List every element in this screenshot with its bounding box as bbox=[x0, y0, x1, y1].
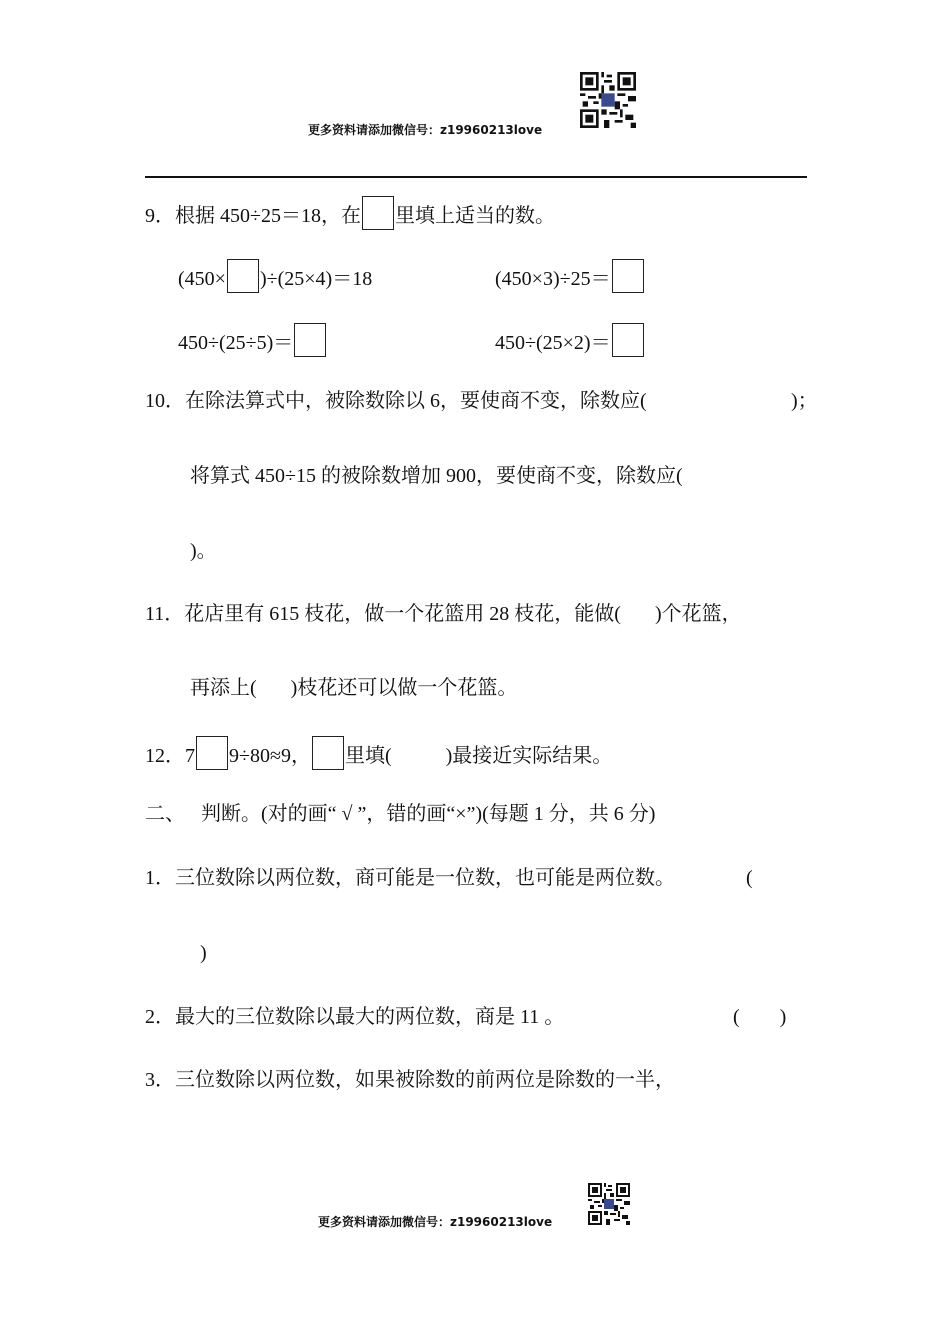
header-divider bbox=[145, 176, 807, 178]
qr-code-icon bbox=[580, 72, 636, 128]
j1-paren-open: ( bbox=[746, 867, 753, 889]
question-10: 10．在除法算式中，被除数除以 6，要使商不变，除数应( bbox=[145, 390, 647, 412]
section-number: 二、 bbox=[145, 803, 185, 825]
footer-qr-code bbox=[588, 1183, 630, 1225]
q10-blank-close: )； bbox=[791, 390, 818, 412]
header-qr-code bbox=[580, 72, 636, 128]
question-number: 3． bbox=[145, 1069, 175, 1091]
question-number: 2． bbox=[145, 1006, 175, 1028]
j1-paren-close: ) bbox=[200, 942, 207, 964]
q10-line-2: 将算式 450÷15 的被除数增加 900，要使商不变，除数应( bbox=[190, 465, 683, 487]
answer-box[interactable] bbox=[612, 259, 644, 293]
question-number: 10． bbox=[145, 390, 185, 412]
answer-box[interactable] bbox=[196, 736, 228, 770]
q9-expression-1: (450× )÷(25×4)＝18 bbox=[178, 259, 372, 293]
answer-box[interactable] bbox=[362, 196, 394, 230]
question-11: 11．花店里有 615 枝花，做一个花篮用 28 枝花，能做( )个花篮， bbox=[145, 603, 742, 625]
question-number: 12． bbox=[145, 745, 185, 767]
answer-box[interactable] bbox=[312, 736, 344, 770]
section-2-heading: 二、 判断。(对的画“ √ ”，错的画“×”)(每题 1 分，共 6 分) bbox=[145, 803, 656, 825]
q10-line-3: )。 bbox=[190, 540, 217, 562]
q11-line-2: 再添上( )枝花还可以做一个花篮。 bbox=[190, 677, 518, 699]
judgement-3: 3．三位数除以两位数，如果被除数的前两位是除数的一半， bbox=[145, 1069, 675, 1091]
answer-box[interactable] bbox=[612, 323, 644, 357]
q9-expression-4: 450÷(25×2)＝ bbox=[495, 323, 645, 357]
j2-answer-paren: ( ) bbox=[733, 1006, 787, 1028]
qr-code-icon bbox=[588, 1183, 630, 1225]
answer-box[interactable] bbox=[294, 323, 326, 357]
question-number: 1． bbox=[145, 867, 175, 889]
judgement-2: 2．最大的三位数除以最大的两位数，商是 11 。 bbox=[145, 1006, 565, 1028]
footer-wechat-note: 更多资料请添加微信号：z19960213love bbox=[318, 1215, 553, 1229]
q9-expression-3: 450÷(25÷5)＝ bbox=[178, 323, 327, 357]
question-9: 9．根据 450÷25＝18，在 里填上适当的数。 bbox=[145, 196, 555, 230]
question-number: 11． bbox=[145, 603, 185, 625]
question-number: 9． bbox=[145, 205, 175, 227]
judgement-1: 1．三位数除以两位数，商可能是一位数，也可能是两位数。 bbox=[145, 867, 675, 889]
answer-box[interactable] bbox=[227, 259, 259, 293]
header-wechat-note: 更多资料请添加微信号：z19960213love bbox=[308, 123, 543, 137]
q9-expression-2: (450×3)÷25＝ bbox=[495, 259, 645, 293]
question-12: 12．7 9÷80≈9， 里填( )最接近实际结果。 bbox=[145, 736, 612, 770]
